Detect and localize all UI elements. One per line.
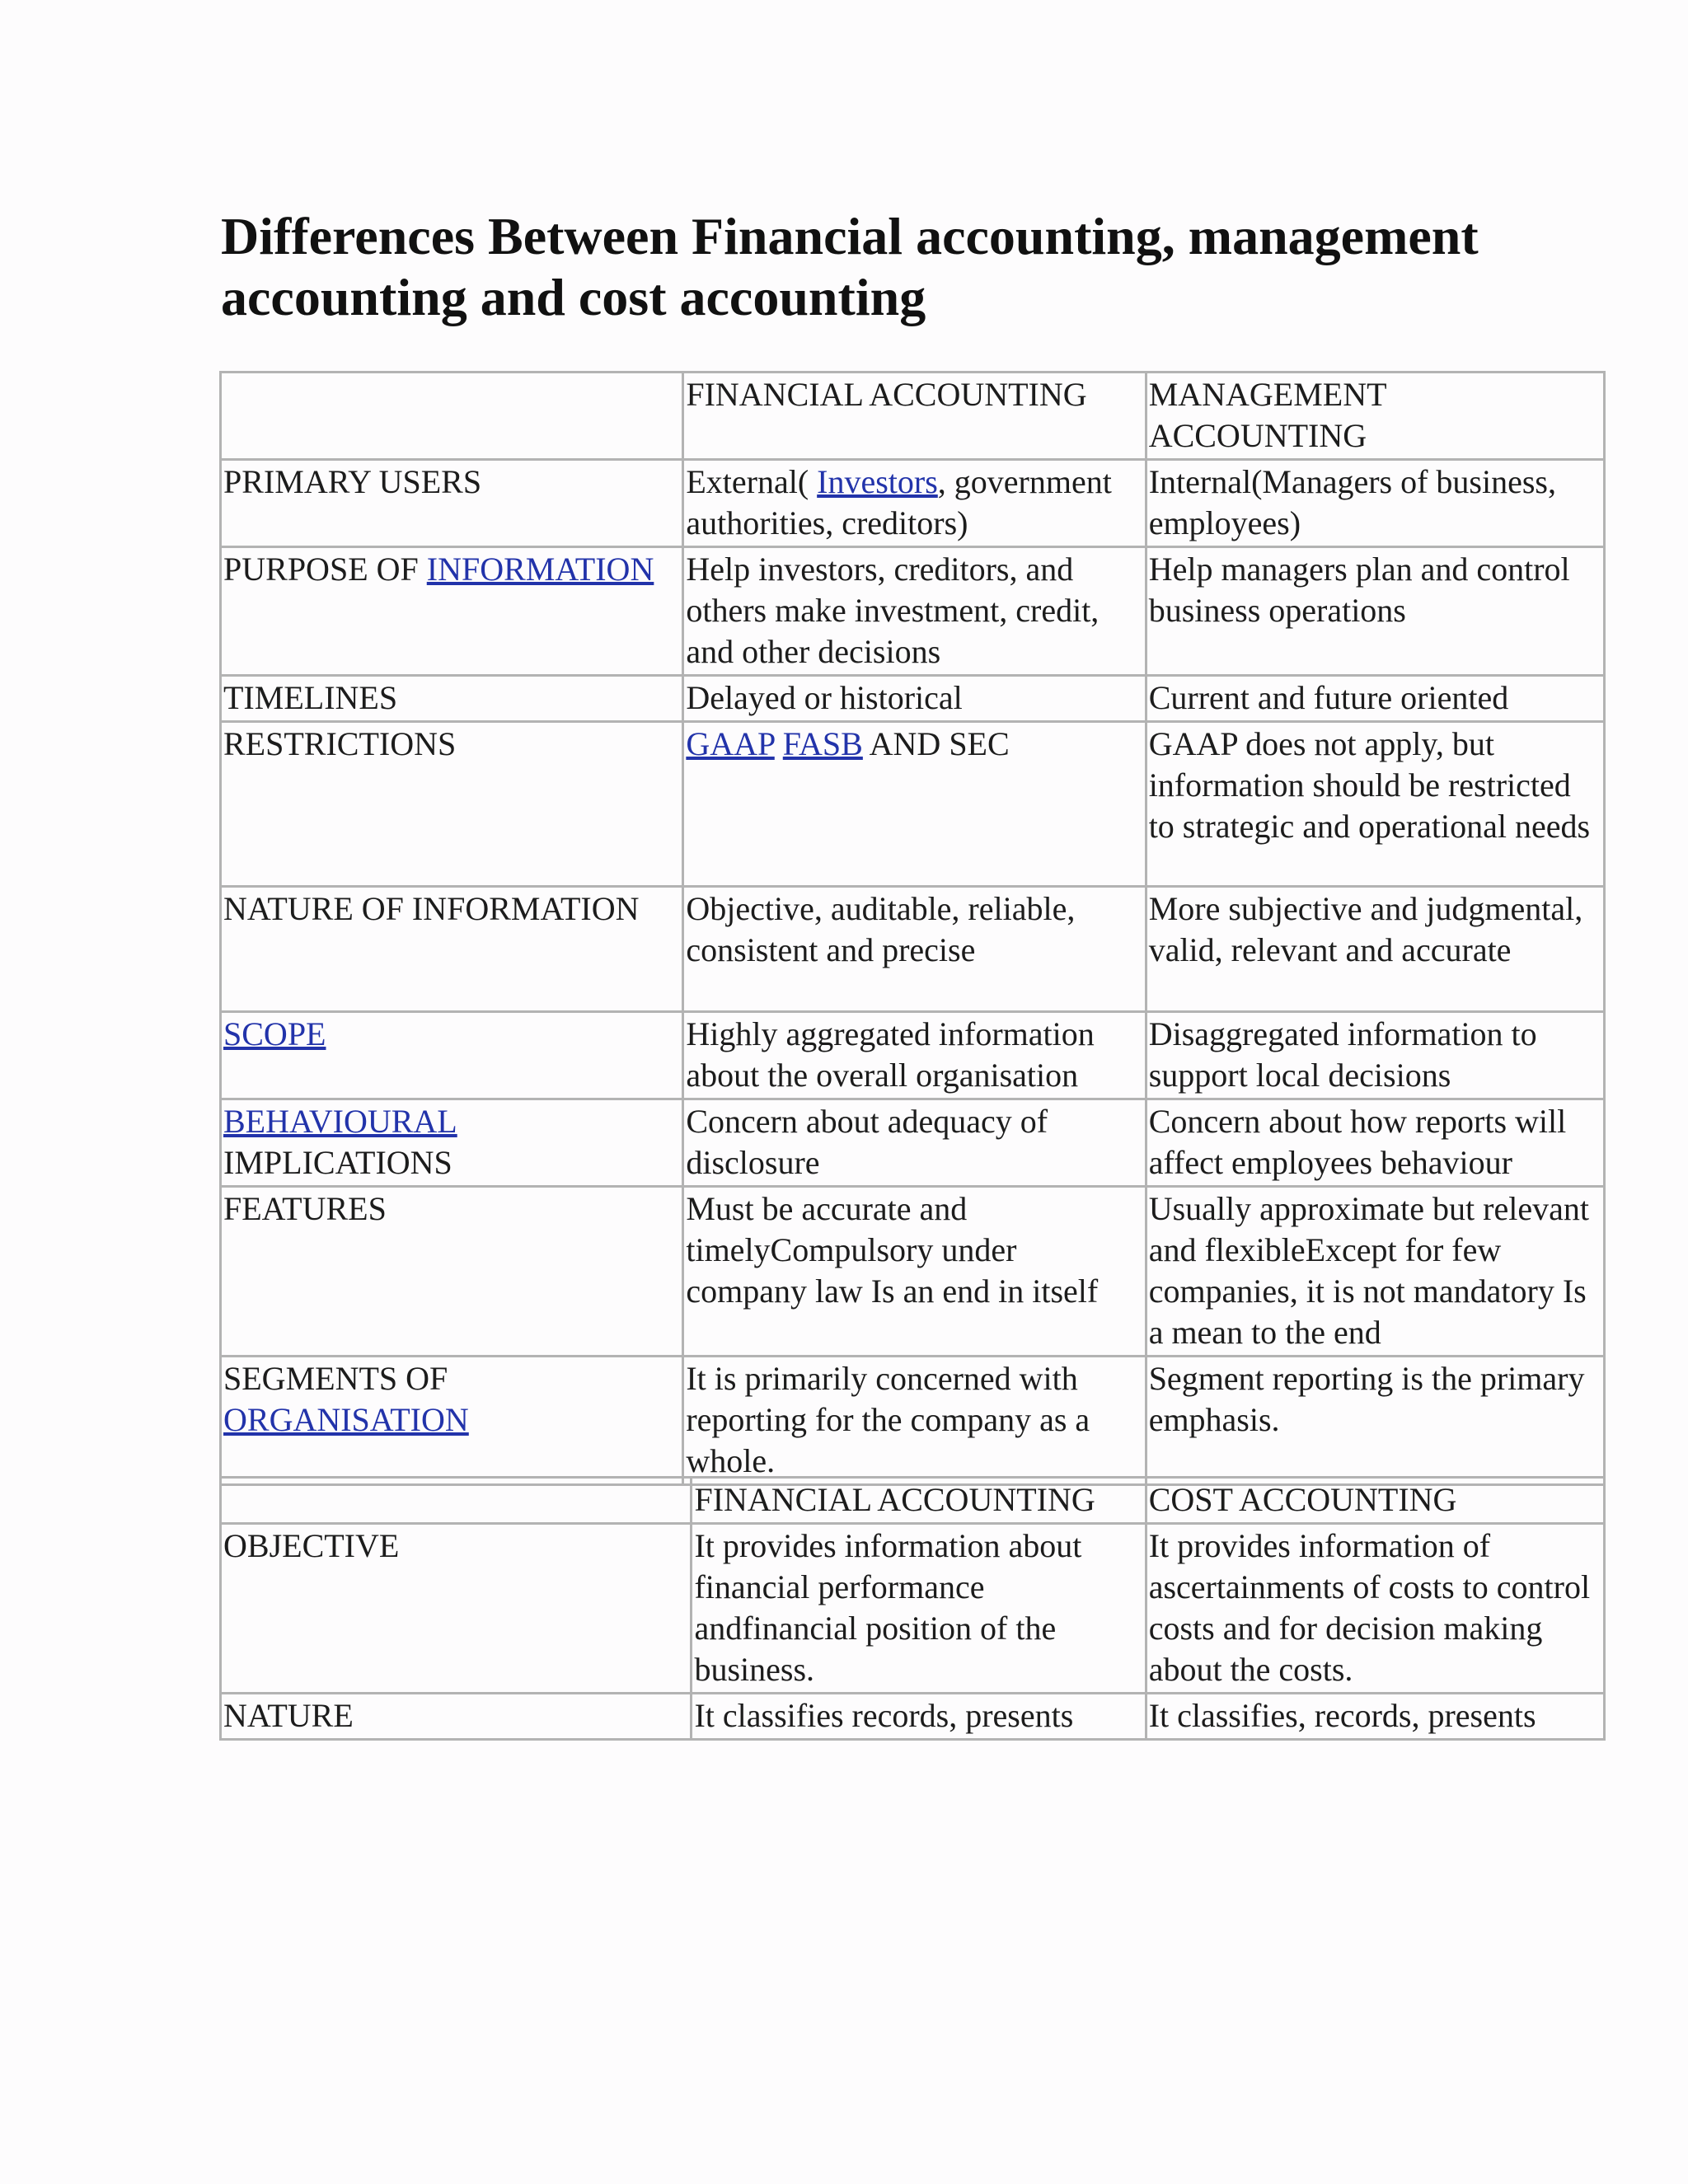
header-cell-management: MANAGEMENT ACCOUNTING — [1146, 373, 1604, 460]
financial-cell — [683, 460, 1146, 547]
financial-cell: Must be accurate and timelyCompulsory under company law Is an end in itself — [683, 1187, 1146, 1357]
financial-cell — [683, 722, 1146, 887]
table-row-nature — [221, 1694, 1605, 1740]
row-label: PRIMARY USERS — [221, 460, 683, 547]
table-row-timelines — [221, 676, 1605, 722]
financial-cell: It provides information about financial performance andfinancial position of the business. — [692, 1524, 1146, 1694]
row-label: FEATURES — [221, 1187, 683, 1357]
cell-text: AND SEC — [862, 725, 1010, 762]
table-row-primary-users — [221, 460, 1605, 547]
header-cell-cost: COST ACCOUNTING — [1146, 1478, 1604, 1524]
management-cell: Internal(Managers of business, employees) — [1146, 460, 1604, 547]
header-cell-empty — [221, 1478, 692, 1524]
behavioural-link[interactable]: BEHAVIOURAL — [223, 1103, 457, 1140]
cell-text: External( — [686, 463, 818, 500]
row-label — [221, 1099, 683, 1187]
financial-cell: Help investors, creditors, and others make investment, credit, and other decisions — [683, 547, 1146, 676]
financial-cell: Delayed or historical — [683, 676, 1146, 722]
table-row-objective — [221, 1524, 1605, 1694]
header-cell-empty — [221, 373, 683, 460]
management-cell: More subjective and judgmental, valid, relevant and accurate — [1146, 887, 1604, 1012]
financial-cell: Highly aggregated information about the overall organisation — [683, 1012, 1146, 1099]
management-cell: GAAP does not apply, but information should be restricted to strategic and operational needs — [1146, 722, 1604, 887]
financial-cell: Concern about adequacy of disclosure — [683, 1099, 1146, 1187]
table-header-row — [221, 1478, 1605, 1524]
information-link[interactable]: INFORMATION — [426, 551, 654, 588]
table-row-behavioural-implications — [221, 1099, 1605, 1187]
cost-cell: It classifies, records, presents — [1146, 1694, 1604, 1740]
management-cell: Usually approximate but relevant and flexibleExcept for few companies, it is not mandatory Is a mean to the end — [1146, 1187, 1604, 1357]
management-cell: Help managers plan and control business operations — [1146, 547, 1604, 676]
table-row-features — [221, 1187, 1605, 1357]
page-title: Differences Between Financial accounting, management accounting and cost accounting — [221, 207, 1479, 326]
scope-link[interactable]: SCOPE — [223, 1015, 326, 1052]
row-label: OBJECTIVE — [221, 1524, 692, 1694]
management-cell: Concern about how reports will affect employees behaviour — [1146, 1099, 1604, 1187]
table-row-restrictions — [221, 722, 1605, 887]
cost-cell: It provides information of ascertainments of costs to control costs and for decision making about the costs. — [1146, 1524, 1604, 1694]
table-row-purpose — [221, 547, 1605, 676]
row-label: RESTRICTIONS — [221, 722, 683, 887]
financial-cell: It classifies records, presents — [692, 1694, 1146, 1740]
table-row-nature-of-information — [221, 887, 1605, 1012]
fasb-link[interactable]: FASB — [782, 725, 863, 762]
label-text: PURPOSE OF — [223, 551, 427, 588]
table-header-row — [221, 373, 1605, 460]
row-label — [221, 1012, 683, 1099]
row-label — [221, 547, 683, 676]
management-cell: Current and future oriented — [1146, 676, 1604, 722]
organisation-link[interactable]: ORGANISATION — [223, 1401, 469, 1438]
management-cell: Disaggregated information to support local decisions — [1146, 1012, 1604, 1099]
comparison-table-financial-vs-cost — [219, 1476, 1606, 1741]
label-text: SEGMENTS OF — [223, 1360, 448, 1397]
header-cell-financial: FINANCIAL ACCOUNTING — [692, 1478, 1146, 1524]
row-label: NATURE OF INFORMATION — [221, 887, 683, 1012]
label-text: IMPLICATIONS — [223, 1144, 452, 1181]
row-label: NATURE — [221, 1694, 692, 1740]
management-cell: Segment reporting is the primary emphasis. — [1146, 1357, 1604, 1485]
table-row-segments-of-organisation — [221, 1357, 1605, 1485]
financial-cell: It is primarily concerned with reporting for the company as a whole. — [683, 1357, 1146, 1485]
table-row-scope — [221, 1012, 1605, 1099]
financial-cell: Objective, auditable, reliable, consistent and precise — [683, 887, 1146, 1012]
comparison-table-financial-vs-management — [219, 371, 1606, 1486]
investors-link[interactable]: Investors — [817, 463, 938, 500]
row-label — [221, 1357, 683, 1485]
header-cell-financial: FINANCIAL ACCOUNTING — [683, 373, 1146, 460]
gaap-link[interactable]: GAAP — [686, 725, 775, 762]
cell-text: , government authorities, creditors) — [686, 463, 1112, 541]
row-label: TIMELINES — [221, 676, 683, 722]
